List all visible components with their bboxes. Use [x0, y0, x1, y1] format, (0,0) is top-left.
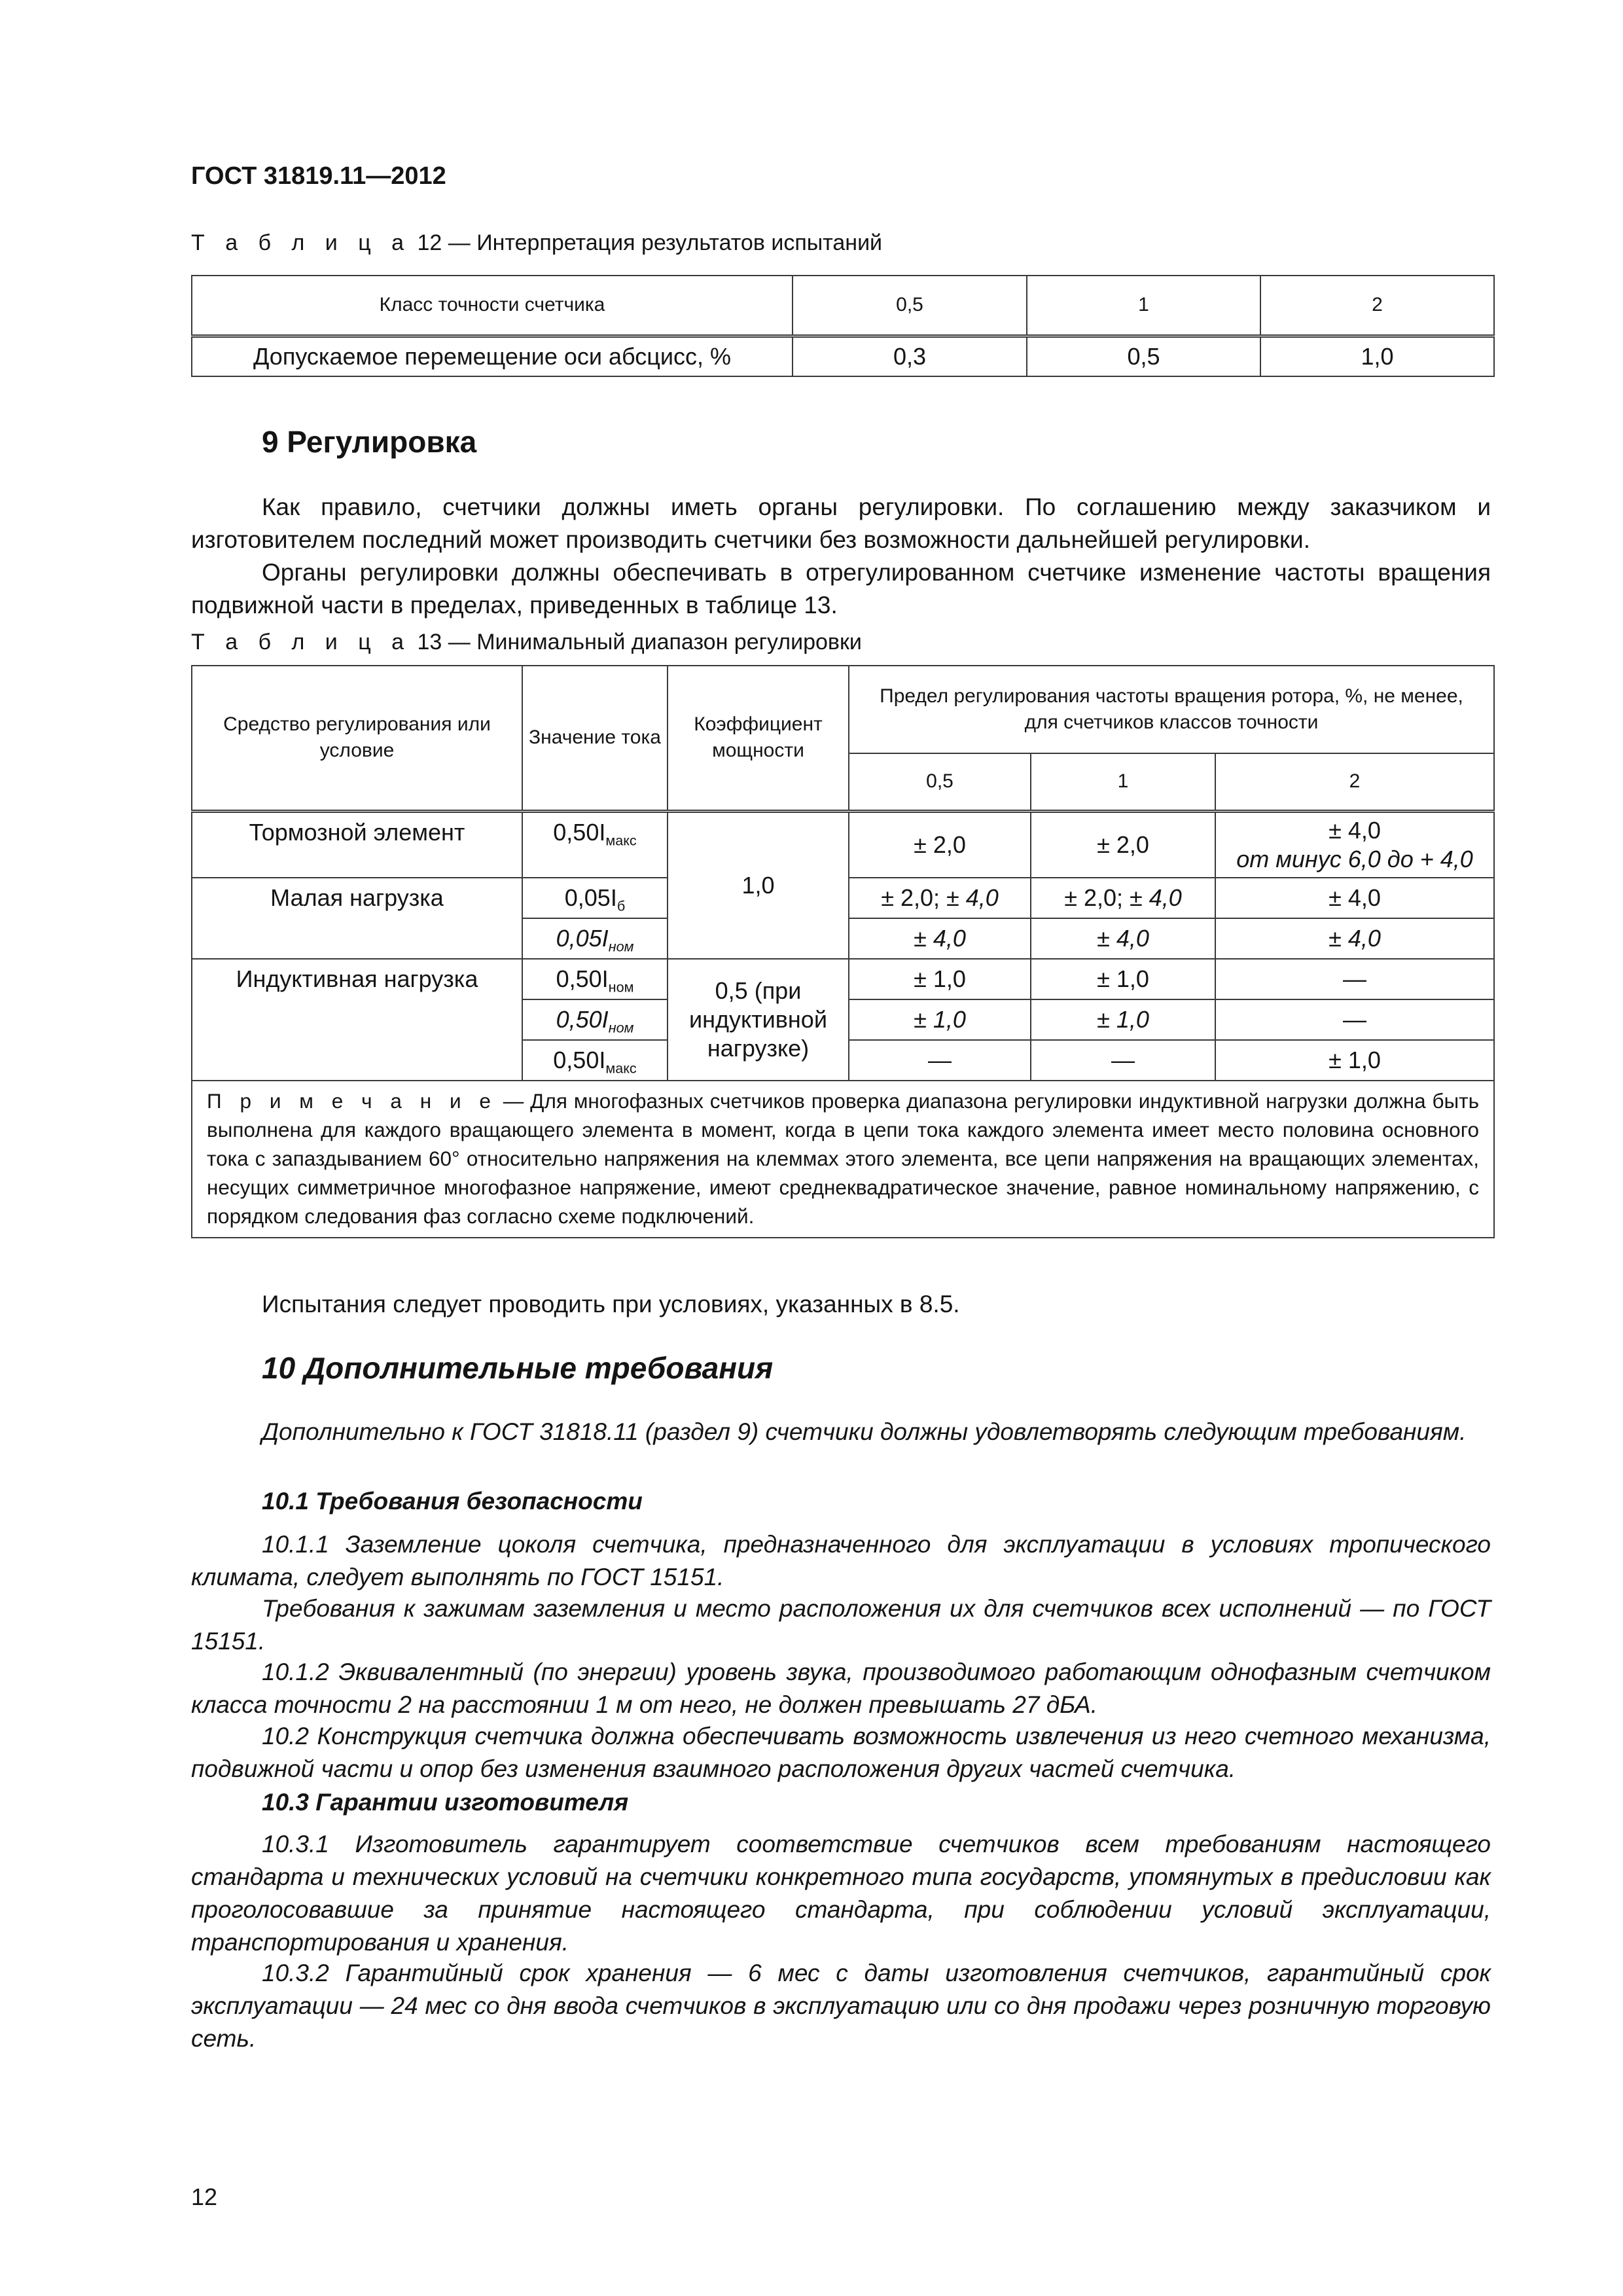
table-cell: ± 1,0	[1215, 1040, 1494, 1081]
current-value: 0,05I	[556, 925, 609, 952]
table13-caption-text: 13 — Минимальный диапазон регулировки	[417, 630, 862, 655]
table-cell: 1	[1027, 276, 1260, 336]
table13-caption	[191, 630, 862, 655]
section9-heading: 9 Регулировка	[262, 425, 477, 459]
current-cell	[522, 1040, 668, 1081]
current-subscript: ном	[608, 938, 634, 955]
table-cell: 0,3	[793, 336, 1027, 376]
table-cell: —	[1215, 999, 1494, 1040]
table13	[191, 665, 1495, 1238]
current-value: 0,05I	[564, 884, 617, 911]
header-class-1: 1	[1031, 753, 1215, 811]
table-cell: Допускаемое перемещение оси абсцисс, %	[192, 336, 793, 376]
means-brake: Тормозной элемент	[192, 811, 522, 878]
header-class-0-5: 0,5	[849, 753, 1031, 811]
cell-part: ± 4,0	[946, 884, 999, 911]
table-cell: ± 4,0	[1215, 918, 1494, 959]
subsection-10-3-title: 10.3 Гарантии изготовителя	[262, 1789, 629, 1816]
paragraph-10-3-2: 10.3.2 Гарантийный срок хранения — 6 мес с даты изготовления счетчиков, гарантийный срок эксплуатации — 24 мес со дня ввода счетчиков в эксплуатацию или со дня продажи через розничную торговую сеть.	[191, 1960, 1491, 2052]
table12-row-class	[192, 276, 1494, 336]
header-limit: Предел регулирования частоты вращения ротора, %, не менее, для счетчиков классов точности	[849, 666, 1494, 753]
current-subscript: б	[616, 897, 626, 914]
table-cell: ± 1,0	[1031, 999, 1215, 1040]
section10-intro: Дополнительно к ГОСТ 31818.11 (раздел 9) счетчики должны удовлетворять следующим требованиям.	[262, 1418, 1467, 1445]
header-current: Значение тока	[522, 666, 668, 811]
table-cell: 2	[1260, 276, 1494, 336]
section9-paragraph-1: Как правило, счетчики должны иметь органы регулировки. По соглашению между заказчиком и изготовителем последний может производить счетчики без возможности дальнейшей регулировки.	[191, 493, 1491, 553]
current-cell	[522, 918, 668, 959]
paragraph-10-3-1: 10.3.1 Изготовитель гарантирует соответствие счетчиков всем требованиям настоящего стандарта и технических условий на счетчики конкретного типа государств, упомянутых в предисловии как проголосовавшие за принятие настоящего стандарта, при соблюдении условий эксплуатации, транспортирования и хранения.	[191, 1831, 1491, 1956]
table-row	[192, 811, 1494, 878]
cell-part: ± 4,0	[1130, 884, 1182, 911]
paragraph-10-2: 10.2 Конструкция счетчика должна обеспечивать возможность извлечения из него счетного механизма, подвижной части и опор без изменения взаимного расположения других частей счетчика.	[191, 1723, 1491, 1782]
current-subscript: макс	[605, 832, 637, 849]
means-inductive-load: Индуктивная нагрузка	[192, 959, 522, 1081]
header-power-factor: Коэффициент мощности	[668, 666, 849, 811]
cell-line: от минус 6,0 до + 4,0	[1236, 845, 1473, 872]
note-text: — Для многофазных счетчиков проверка диапазона регулировки индуктивной нагрузки должна быть выполнена для каждого вращающего элемента в момент, когда в цепи тока каждого элемента имеет место половина основного тока с запаздыванием 60° относительно напряжения на клеммах этого элемента, все цепи напряжения на вращающих элементах, несущих симметричное многофазное напряжение, имеют среднеквадратическое значение, равное номинальному напряжению, с порядком следования фаз согласно схеме подключений.	[207, 1089, 1480, 1228]
table-cell: ± 4,0	[849, 918, 1031, 959]
current-value: 0,50I	[553, 1047, 606, 1073]
paragraph-10-1-2: 10.1.2 Эквивалентный (по энергии) уровень звука, производимого работающим однофазным счетчиком класса точности 2 на расстоянии 1 м от него, не должен превышать 27 дБА.	[191, 1659, 1491, 1718]
table-cell: —	[1215, 959, 1494, 999]
table12-row-shift	[192, 336, 1494, 376]
table-cell: —	[849, 1040, 1031, 1081]
page-number: 12	[191, 2183, 218, 2210]
table12	[191, 275, 1495, 377]
header-class-2: 2	[1215, 753, 1494, 811]
current-value: 0,50I	[556, 965, 609, 992]
conditions-paragraph: Испытания следует проводить при условиях, указанных в 8.5.	[262, 1291, 960, 1318]
table13-caption-prefix: Т а б л и ц а	[191, 630, 412, 655]
table-cell: Класс точности счетчика	[192, 276, 793, 336]
section10-heading: 10 Дополнительные требования	[262, 1351, 774, 1385]
current-cell	[522, 999, 668, 1040]
current-value: 0,50I	[553, 818, 606, 846]
table13-header-row	[192, 666, 1494, 753]
table12-caption-prefix: Т а б л и ц а	[191, 230, 412, 255]
cell-part: ± 2,0;	[1064, 884, 1130, 911]
table-cell: ± 1,0	[1031, 959, 1215, 999]
table-cell: ± 4,0	[1031, 918, 1215, 959]
power-factor-2: 0,5 (при индуктивной нагрузке)	[668, 959, 849, 1081]
table-cell	[1031, 878, 1215, 918]
section9-paragraph-2: Органы регулировки должны обеспечивать в отрегулированном счетчике изменение частоты вращения подвижной части в пределах, приведенных в таблице 13.	[191, 559, 1491, 619]
table-cell: 0,5	[1027, 336, 1260, 376]
table-cell: ± 4,0	[1215, 878, 1494, 918]
table13-note-row	[192, 1081, 1494, 1238]
subsection-10-1-title: 10.1 Требования безопасности	[262, 1488, 643, 1515]
header-means: Средство регулирования или условие	[192, 666, 522, 811]
note-label: П р и м е ч а н и е	[207, 1089, 497, 1113]
paragraph-10-1-1-b: Требования к зажимам заземления и место расположения их для счетчиков всех исполнений — по ГОСТ 15151.	[191, 1595, 1491, 1655]
table-cell	[849, 878, 1031, 918]
table-cell: ± 1,0	[849, 959, 1031, 999]
table12-caption-text: 12 — Интерпретация результатов испытаний	[417, 230, 883, 255]
current-value: 0,50I	[556, 1006, 609, 1033]
table-cell: 1,0	[1260, 336, 1494, 376]
table12-caption	[191, 230, 882, 256]
current-subscript: ном	[608, 978, 634, 996]
table-cell: ± 2,0	[849, 811, 1031, 878]
current-subscript: ном	[608, 1019, 634, 1036]
cell-line: ± 4,0	[1329, 816, 1381, 844]
current-cell	[522, 959, 668, 999]
current-subscript: макс	[605, 1060, 637, 1077]
cell-part: ± 2,0;	[881, 884, 946, 911]
table-cell: ± 1,0	[849, 999, 1031, 1040]
table13-note	[192, 1081, 1494, 1238]
paragraph-10-1-1: 10.1.1 Заземление цоколя счетчика, предназначенного для эксплуатации в условиях тропического климата, следует выполнять по ГОСТ 15151.	[191, 1531, 1491, 1590]
table-row	[192, 959, 1494, 999]
current-cell	[522, 878, 668, 918]
means-small-load: Малая нагрузка	[192, 878, 522, 959]
document-header: ГОСТ 31819.11—2012	[191, 162, 446, 190]
table-cell: ± 2,0	[1031, 811, 1215, 878]
power-factor-1: 1,0	[668, 811, 849, 959]
table-cell: 0,5	[793, 276, 1027, 336]
current-cell	[522, 811, 668, 878]
table-cell: —	[1031, 1040, 1215, 1081]
table-cell	[1215, 811, 1494, 878]
